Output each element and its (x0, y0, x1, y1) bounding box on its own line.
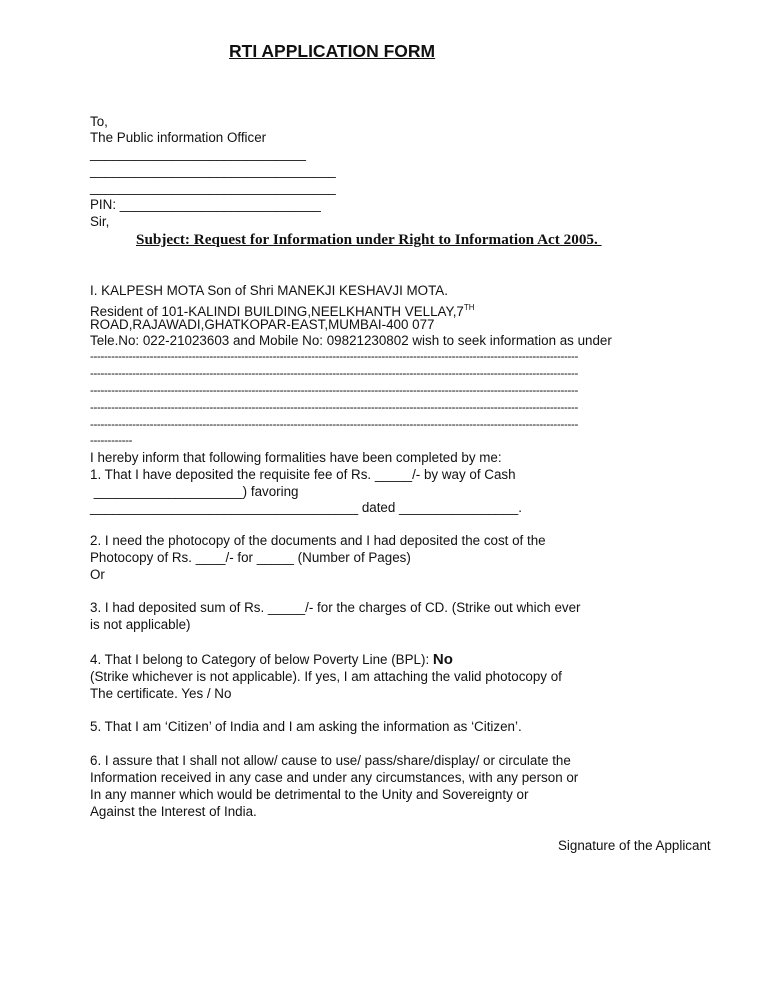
form-title: RTI APPLICATION FORM (229, 41, 436, 61)
dash-line-2: ------------------------------------------------------------------------------------------------------------------------------------------- (90, 367, 579, 380)
formalities-intro: I hereby inform that following formalities have been completed by me: (90, 450, 502, 465)
item6-line-c: In any manner which would be detrimental to the Unity and Sovereignty or (90, 787, 529, 802)
resident-superscript: TH (463, 303, 475, 312)
tele-line: Tele.No: 022-21023603 and Mobile No: 09821230802 wish to seek information as under (90, 333, 612, 348)
to-line: To, (90, 114, 108, 129)
item2-line-a: 2. I need the photocopy of the documents and I had deposited the cost of the (90, 533, 546, 548)
item4-line-c: The certificate. Yes / No (90, 686, 232, 701)
road-line: ROAD,RAJAWADI,GHATKOPAR-EAST,MUMBAI-400 077 (90, 317, 435, 332)
address-blank-2: _________________________________ (90, 163, 336, 178)
address-blank-1: _____________________________ (90, 146, 306, 161)
subject-line: Subject: Request for Information under Right to Information Act 2005. (136, 231, 602, 248)
pin-line: PIN: ___________________________ (90, 197, 321, 212)
item3-line-b: is not applicable) (90, 617, 191, 632)
item6-line-b: Information received in any case and under any circumstances, with any person or (90, 770, 579, 785)
item4-line-a (90, 652, 453, 668)
item3-line-a: 3. I had deposited sum of Rs. _____/- for the charges of CD. (Strike out which ever (90, 600, 581, 615)
item5-line: 5. That I am ‘Citizen’ of India and I am asking the information as ‘Citizen’. (90, 719, 522, 734)
item1-line-b: ____________________) favoring (90, 484, 299, 499)
address-blank-3: _________________________________ (90, 180, 336, 195)
officer-line: The Public information Officer (90, 130, 267, 145)
item6-line-d: Against the Interest of India. (90, 804, 257, 819)
dash-line-short: ------------ (90, 434, 133, 447)
item4-answer: No (432, 651, 453, 668)
signature-label: Signature of the Applicant (558, 838, 711, 853)
item2-line-c: Or (90, 567, 105, 582)
salutation: Sir, (90, 214, 110, 229)
dash-line-5: ------------------------------------------------------------------------------------------------------------------------------------------- (90, 418, 579, 431)
item6-line-a: 6. I assure that I shall not allow/ cause to use/ pass/share/display/ or circulate the (90, 753, 571, 768)
item2-line-b: Photocopy of Rs. ____/- for _____ (Number of Pages) (90, 550, 411, 565)
dash-line-1: ------------------------------------------------------------------------------------------------------------------------------------------- (90, 350, 579, 363)
dash-line-4: ------------------------------------------------------------------------------------------------------------------------------------------- (90, 401, 579, 414)
applicant-line: I. KALPESH MOTA Son of Shri MANEKJI KESHAVJI MOTA. (90, 283, 448, 298)
resident-text: Resident of 101-KALINDI BUILDING,NEELKHANTH VELLAY,7 (90, 304, 464, 319)
item4-line-b: (Strike whichever is not applicable). If yes, I am attaching the valid photocopy of (90, 669, 562, 684)
item1-line-c: ____________________________________ dated ________________. (90, 500, 522, 515)
item1-line-a: 1. That I have deposited the requisite fee of Rs. _____/- by way of Cash (90, 467, 516, 482)
item4-question: 4. That I belong to Category of below Poverty Line (BPL): (90, 652, 433, 667)
dash-line-3: ------------------------------------------------------------------------------------------------------------------------------------------- (90, 384, 579, 397)
